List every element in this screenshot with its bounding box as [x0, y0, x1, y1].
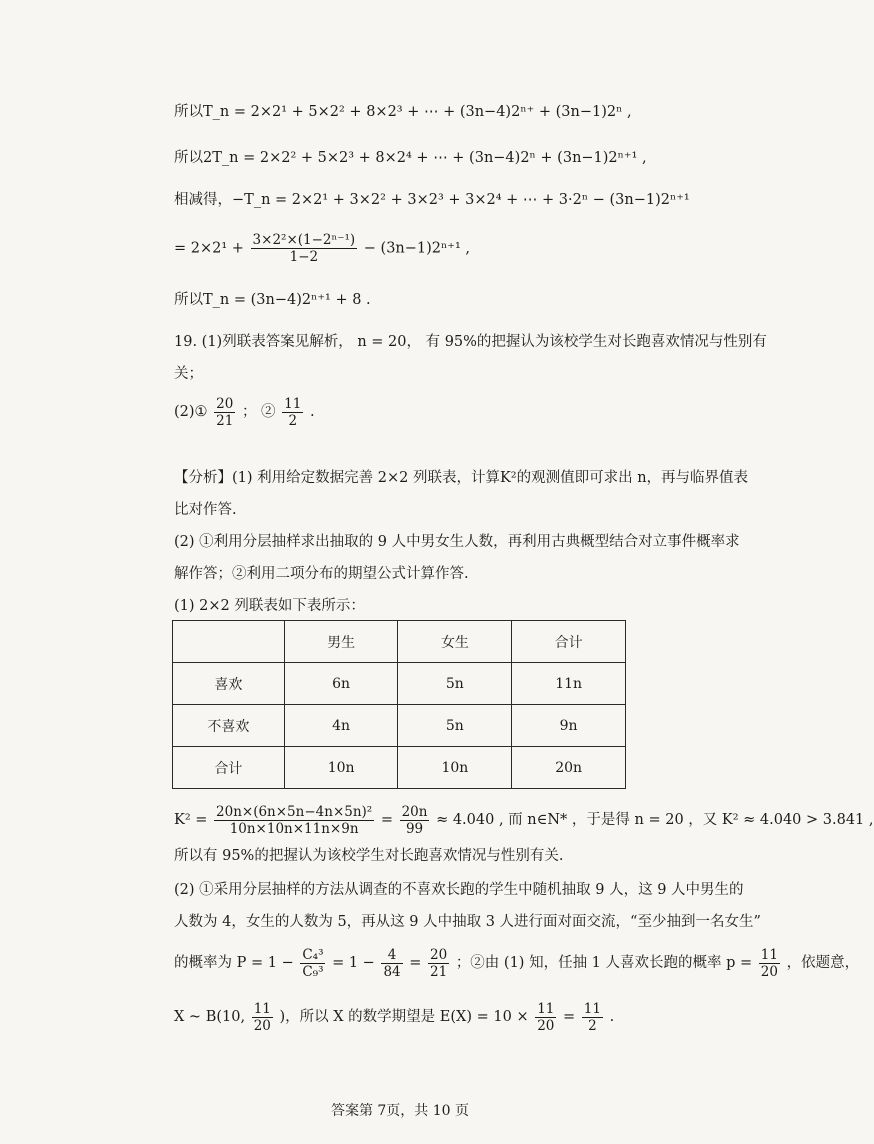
solution-part2-cont: 人数为 4，女生的人数为 5，再从这 9 人中抽取 3 人进行面对面交流，“至少抽到一名女生”: [174, 914, 761, 930]
p-fraction-11-20: [759, 947, 780, 980]
fraction-denominator: 84: [383, 963, 401, 980]
fraction-denominator: 21: [216, 412, 234, 429]
fraction-denominator: 2: [288, 412, 298, 429]
table-cell: 10n: [284, 747, 398, 789]
equation-tn: 所以T_n = 2×2¹ + 5×2² + 8×2³ + ⋯ + (3n−4)2ⁿ⁺ + (3n−1)2ⁿ ,: [174, 104, 632, 120]
answer-19-part1-cont: 关；: [174, 366, 203, 382]
fraction-numerator: 11: [537, 1000, 555, 1017]
table-header-cell: 女生: [398, 621, 512, 663]
k-suffix: ≈ 4.040 , 而 n∈N* ，于是得 n = 20 ，又 K² ≈ 4.040 > 3.841 ,: [436, 812, 874, 828]
analysis-heading: 【分析】(1) 利用给定数据完善 2×2 列联表，计算K²的观测值即可求出 n，再与临界值表: [174, 470, 749, 486]
eq-suffix: − (3n−1)2ⁿ⁺¹ ,: [363, 240, 470, 257]
p-mid-3: ；②由 (1) 知，任抽 1 人喜欢长跑的概率 p =: [455, 955, 753, 971]
k-equals: =: [380, 812, 393, 828]
fraction-numerator: 11: [284, 395, 302, 412]
k-fraction-1: [214, 804, 374, 837]
fraction-numerator: 20n: [401, 803, 428, 820]
part2-suffix: .: [309, 404, 315, 420]
x-prefix: X ~ B(10,: [174, 1009, 246, 1025]
x-fraction-11-20: [252, 1001, 273, 1034]
fraction-numerator: 11: [253, 1000, 271, 1017]
eq-prefix: = 2×2¹ +: [174, 240, 244, 257]
equation-subtract: 相减得，−T_n = 2×2¹ + 3×2² + 3×2³ + 3×2⁴ + ⋯ + 3·2ⁿ − (3n−1)2ⁿ⁺¹: [174, 192, 690, 208]
table-cell: 9n: [512, 705, 626, 747]
table-cell: 合计: [173, 747, 285, 789]
fraction-denominator: C₉³: [302, 963, 324, 980]
table-header-cell: [173, 621, 285, 663]
fraction-numerator: 11: [760, 946, 778, 963]
table-header-cell: 合计: [512, 621, 626, 663]
table-cell: 6n: [284, 663, 398, 705]
table-intro: (1) 2×2 列联表如下表所示：: [174, 598, 365, 614]
probability-equation: [174, 944, 859, 982]
table-cell: 喜欢: [173, 663, 285, 705]
x-equals: =: [563, 1009, 576, 1025]
equation-result: 所以T_n = (3n−4)2ⁿ⁺¹ + 8 .: [174, 292, 371, 308]
fraction-denominator: 1−2: [289, 249, 319, 265]
table-cell: 4n: [284, 705, 398, 747]
x-suffix: .: [609, 1009, 615, 1025]
page-footer: 答案第 7页，共 10 页: [330, 1103, 470, 1119]
fraction-11-2: [282, 396, 303, 429]
fraction-numerator: 11: [583, 1000, 601, 1017]
table-row: [173, 663, 626, 705]
p-mid-1: = 1 −: [332, 955, 375, 971]
analysis-cont: 比对作答.: [174, 502, 237, 518]
table-header-cell: 男生: [284, 621, 398, 663]
analysis-part2: (2) ①利用分层抽样求出抽取的 9 人中男女生人数，再利用古典概型结合对立事件概率求: [174, 534, 740, 550]
table-cell: 不喜欢: [173, 705, 285, 747]
equation-2tn: 所以2T_n = 2×2² + 5×2³ + 8×2⁴ + ⋯ + (3n−4)2ⁿ + (3n−1)2ⁿ⁺¹ ,: [174, 150, 647, 166]
analysis-part2-cont: 解作答；②利用二项分布的期望公式计算作答.: [174, 566, 469, 582]
table-cell: 10n: [398, 747, 512, 789]
expectation-equation: [174, 998, 614, 1036]
fraction-denominator: 99: [405, 820, 424, 837]
table-cell: 20n: [512, 747, 626, 789]
table-cell: 5n: [398, 705, 512, 747]
p-prefix: 的概率为 P = 1 −: [174, 955, 294, 971]
fraction-denominator: 20: [760, 963, 778, 980]
x-fraction-11-20-b: [535, 1001, 556, 1034]
table-cell: 11n: [512, 663, 626, 705]
fraction-numerator: 4: [381, 947, 402, 964]
k-fraction-2: [400, 804, 430, 837]
table-row: [173, 705, 626, 747]
fraction-numerator: C₄³: [302, 946, 324, 963]
table-header-row: [173, 621, 626, 663]
p-mid-2: =: [409, 955, 422, 971]
fraction-denominator: 21: [430, 963, 448, 980]
fraction-numerator: 3×2²×(1−2ⁿ⁻¹): [252, 232, 356, 248]
fraction-denominator: 20: [537, 1017, 555, 1034]
contingency-table: [172, 620, 626, 789]
answer-19-part1: 19. (1)列联表答案见解析， n = 20， 有 95%的把握认为该校学生对长跑喜欢情况与性别有: [174, 334, 767, 350]
part2-prefix: (2)①: [174, 404, 208, 420]
k-prefix: K² =: [174, 812, 208, 828]
p-fraction-4-84: [381, 947, 402, 980]
table-cell: 5n: [398, 663, 512, 705]
k-squared-equation: [174, 802, 874, 838]
x-mid: )，所以 X 的数学期望是 E(X) = 10 ×: [279, 1009, 529, 1025]
p-suffix: ，依题意，: [786, 955, 860, 971]
conclusion-95: 所以有 95%的把握认为该校学生对长跑喜欢情况与性别有关.: [174, 848, 564, 864]
fraction-numerator: 20: [216, 395, 234, 412]
part2-separator: ； ②: [241, 404, 276, 420]
fraction-numerator: 20n×(6n×5n−4n×5n)²: [216, 803, 373, 820]
equation-sum: [174, 232, 470, 265]
answer-19-part2: [174, 394, 315, 430]
x-fraction-11-2: [582, 1001, 603, 1034]
p-fraction-combination: [300, 947, 325, 980]
p-fraction-20-21: [428, 947, 449, 980]
fraction-denominator: 2: [588, 1017, 597, 1034]
table-row: [173, 747, 626, 789]
solution-part2: (2) ①采用分层抽样的方法从调查的不喜欢长跑的学生中随机抽取 9 人，这 9 人中男生的: [174, 882, 744, 898]
fraction-denominator: 10n×10n×11n×9n: [229, 820, 359, 837]
fraction-numerator: 20: [430, 946, 448, 963]
geometric-fraction: [251, 232, 358, 265]
fraction-20-21: [214, 396, 235, 429]
fraction-denominator: 20: [253, 1017, 271, 1034]
